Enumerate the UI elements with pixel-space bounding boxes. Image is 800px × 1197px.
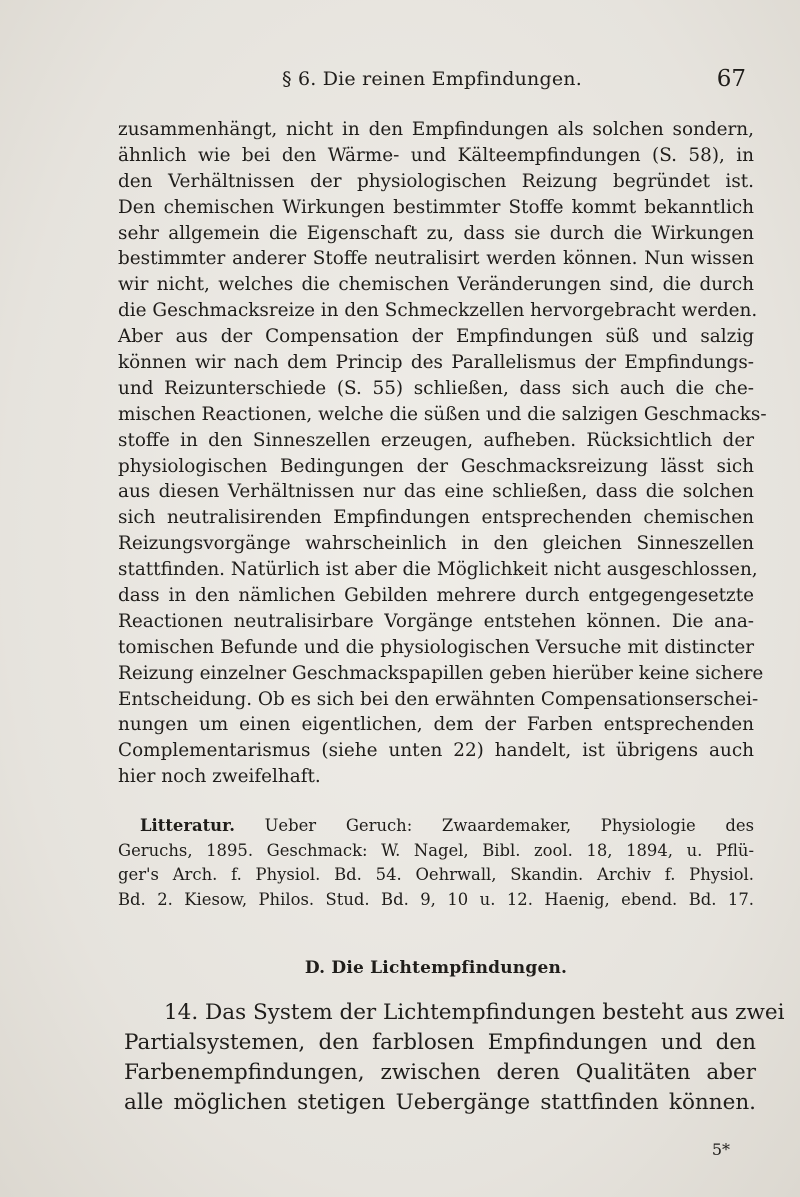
text-line: sich neutralisirenden Empfindungen entsprechenden chemischen — [118, 507, 754, 529]
text-line: und Reizunterschiede (S. 55) schließen, dass sich auch die che- — [118, 377, 754, 399]
literature-first-line — [118, 814, 754, 839]
text-line: Complementarismus (siehe unten 22) handelt, ist übrigens auch — [118, 740, 754, 762]
literature-label: Litteratur. — [140, 816, 235, 835]
body-paragraph — [118, 117, 767, 790]
text-line: Partialsystemen, den farblosen Empfindungen und den — [124, 1030, 756, 1055]
page-number: 67 — [716, 66, 746, 92]
text-line: stattfinden. Natürlich ist aber die Möglichkeit nicht ausgeschlossen, — [118, 559, 758, 581]
text-line: tomischen Befunde und die physiologischen Versuche mit distincter — [118, 636, 754, 658]
text-line: sehr allgemein die Eigenschaft zu, dass sie durch die Wirkungen — [118, 222, 754, 244]
text-line: können wir nach dem Princip des Parallelismus der Empfindungs- — [118, 352, 754, 374]
text-line: Den chemischen Wirkungen bestimmter Stoffe kommt bekanntlich — [118, 196, 754, 218]
section-heading: D. Die Lichtempfindungen. — [304, 958, 568, 978]
text-line: physiologischen Bedingungen der Geschmacksreizung lässt sich — [118, 455, 754, 477]
text-line: Reizungsvorgänge wahrscheinlich in den gleichen Sinneszellen — [118, 533, 754, 555]
text-line: wir nicht, welches die chemischen Veränderungen sind, die durch — [118, 274, 754, 296]
literature-note — [118, 814, 754, 912]
text-line: alle möglichen stetigen Uebergänge stattfinden können. — [124, 1090, 756, 1115]
literature-line: Bd. 2. Kiesow, Philos. Stud. Bd. 9, 10 u. 12. Haenig, ebend. Bd. 17. — [118, 889, 754, 909]
paragraph-14 — [124, 998, 785, 1118]
text-line: hier noch zweifelhaft. — [118, 766, 321, 788]
text-line: Aber aus der Compensation der Empfindungen süß und salzig — [118, 326, 754, 348]
literature-line: ger's Arch. f. Physiol. Bd. 54. Oehrwall, Skandin. Archiv f. Physiol. — [118, 865, 754, 884]
text-line: ähnlich wie bei den Wärme- und Kälteempfindungen (S. 58), in — [118, 144, 754, 166]
signature-mark: 5* — [711, 1140, 730, 1159]
text-line: zusammenhängt, nicht in den Empfindungen als solchen sondern, — [118, 119, 754, 140]
text-line: bestimmter anderer Stoffe neutralisirt werden können. Nun wissen — [118, 248, 754, 270]
text-line: Reizung einzelner Geschmackspapillen geben hierüber keine sichere — [118, 662, 764, 684]
text-line: mischen Reactionen, welche die süßen und die salzigen Geschmacks- — [118, 403, 767, 425]
text-line: die Geschmacksreize in den Schmeckzellen hervorgebracht werden. — [118, 300, 758, 322]
text-line: dass in den nämlichen Gebilden mehrere durch entgegengesetzte — [118, 585, 754, 607]
literature-line: Geruchs, 1895. Geschmack: W. Nagel, Bibl. zool. 18, 1894, u. Pflü- — [118, 840, 754, 860]
running-title: § 6. Die reinen Empfindungen. — [282, 68, 582, 90]
text-line: Farbenempfindungen, zwischen deren Qualitäten aber — [124, 1060, 756, 1085]
literature-text: Ueber Geruch: Zwaardemaker, Physiologie des — [264, 816, 754, 835]
text-line: Entscheidung. Ob es sich bei den erwähnten Compensationserschei- — [118, 688, 759, 710]
text-line: aus diesen Verhältnissen nur das eine schließen, dass die solchen — [118, 481, 754, 503]
page-header — [118, 68, 746, 98]
text-line: 14. Das System der Lichtempfindungen besteht aus zwei — [164, 1000, 785, 1025]
text-line: nungen um einen eigentlichen, dem der Farben entsprechenden — [118, 714, 754, 736]
text-line: den Verhältnissen der physiologischen Reizung begründet ist. — [118, 170, 754, 192]
text-line: Reactionen neutralisirbare Vorgänge entstehen können. Die ana- — [118, 610, 754, 632]
text-line: stoffe in den Sinneszellen erzeugen, aufheben. Rücksichtlich der — [118, 429, 754, 451]
